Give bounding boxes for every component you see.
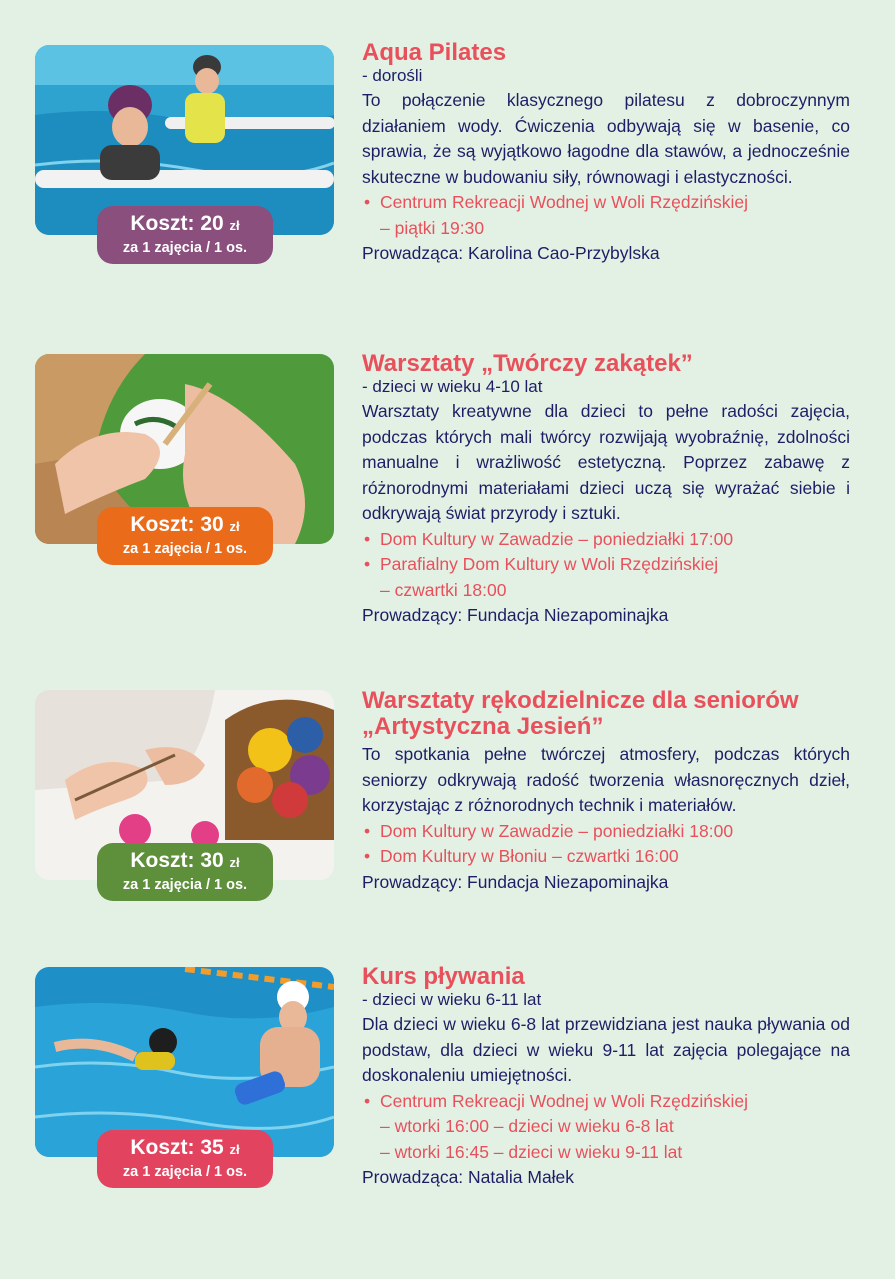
activity-leader: Prowadząca: Natalia Małek bbox=[362, 1167, 575, 1187]
location-item: • Dom Kultury w Błoniu – czwartki 16:00 bbox=[364, 846, 679, 866]
cost-badge bbox=[97, 1130, 273, 1188]
cost-per: za 1 zajęcia / 1 os. bbox=[122, 240, 248, 256]
cost-per: za 1 zajęcia / 1 os. bbox=[122, 1164, 248, 1180]
location-item: • Dom Kultury w Zawadzie – poniedziałki 18:00 bbox=[364, 820, 734, 841]
location-item: • Parafialny Dom Kultury w Woli Rzędzińskiej – czwartki 18:00 bbox=[364, 554, 719, 600]
activity-description: Dla dzieci w wieku 6-8 lat przewidziana jest nauka pływania od podstaw, dla dzieci w wieku 9-11 lat zajęcia polegające na doskonaleniu umiejętności. bbox=[362, 1014, 850, 1085]
location-item: • Centrum Rekreacji Wodnej w Woli Rzędzińskiej – piątki 19:30 bbox=[364, 192, 748, 238]
activity-description: To połączenie klasycznego pilatesu z dobroczynnym działaniem wody. Ćwiczenia odbywają się w basenie, co sprawia, że są wyjątkowo łagodne dla stawów, a jednocześnie skuteczne w budowaniu siły, równowagi i elastyczności. bbox=[362, 90, 850, 187]
activity-title: Warsztaty „Twórczy zakątek” bbox=[362, 350, 693, 377]
activity-title: Aqua Pilates bbox=[362, 39, 507, 66]
cost-label: Koszt: 30 bbox=[130, 849, 224, 872]
activity-audience: - dzieci w wieku 6-11 lat bbox=[362, 990, 542, 1009]
cost-per: za 1 zajęcia / 1 os. bbox=[122, 877, 248, 893]
activity-title: Warsztaty rękodzielnicze dla seniorów bbox=[362, 687, 799, 714]
activity-leader: Prowadzący: Fundacja Niezapominajka bbox=[362, 871, 669, 892]
cost-label: Koszt: 20 bbox=[130, 212, 224, 235]
currency: zł bbox=[229, 519, 240, 534]
activity-title: Kurs pływania bbox=[362, 963, 525, 990]
activity-description: To spotkania pełne twórczej atmosfery, podczas których seniorzy odkrywają radość tworzenia własnoręcznych dzieł, korzystając z różnorodnych technik i materiałów. bbox=[362, 744, 850, 815]
cost-label: Koszt: 30 bbox=[130, 513, 224, 536]
cost-per: za 1 zajęcia / 1 os. bbox=[122, 541, 248, 557]
currency: zł bbox=[229, 1142, 240, 1157]
cost-badge bbox=[97, 507, 273, 565]
location-item: • Dom Kultury w Zawadzie – poniedziałki 17:00 bbox=[364, 528, 734, 549]
cost-badge bbox=[97, 206, 273, 264]
activity-audience: - dzieci w wieku 4-10 lat bbox=[362, 377, 543, 396]
currency: zł bbox=[229, 855, 240, 870]
currency: zł bbox=[229, 218, 240, 233]
cost-badge bbox=[97, 843, 273, 901]
location-item: • Centrum Rekreacji Wodnej w Woli Rzędzińskiej – wtorki 16:00 – dzieci w wieku 6-8 lat – wtorki 16:45 – dzieci w wieku 9-11 lat bbox=[364, 1090, 748, 1162]
activity-title-line2: „Artystyczna Jesień” bbox=[362, 713, 604, 740]
activity-leader: Prowadząca: Karolina Cao-Przybylska bbox=[362, 243, 660, 263]
activity-description: Warsztaty kreatywne dla dzieci to pełne radości zajęcia, podczas których mali twórcy rozwijają wyobraźnię, zdolności manualne i wrażliwość estetyczną. Poprzez zabawę z różnorodnymi materiałami dzieci uczą się wyrażać siebie i odkrywają świat przyrody i sztuki. bbox=[362, 401, 850, 523]
swimming-lesson-photo bbox=[35, 967, 334, 1157]
activity-audience: - dorośli bbox=[362, 66, 423, 85]
activity-leader: Prowadzący: Fundacja Niezapominajka bbox=[362, 605, 669, 625]
cost-label: Koszt: 35 bbox=[130, 1136, 224, 1159]
